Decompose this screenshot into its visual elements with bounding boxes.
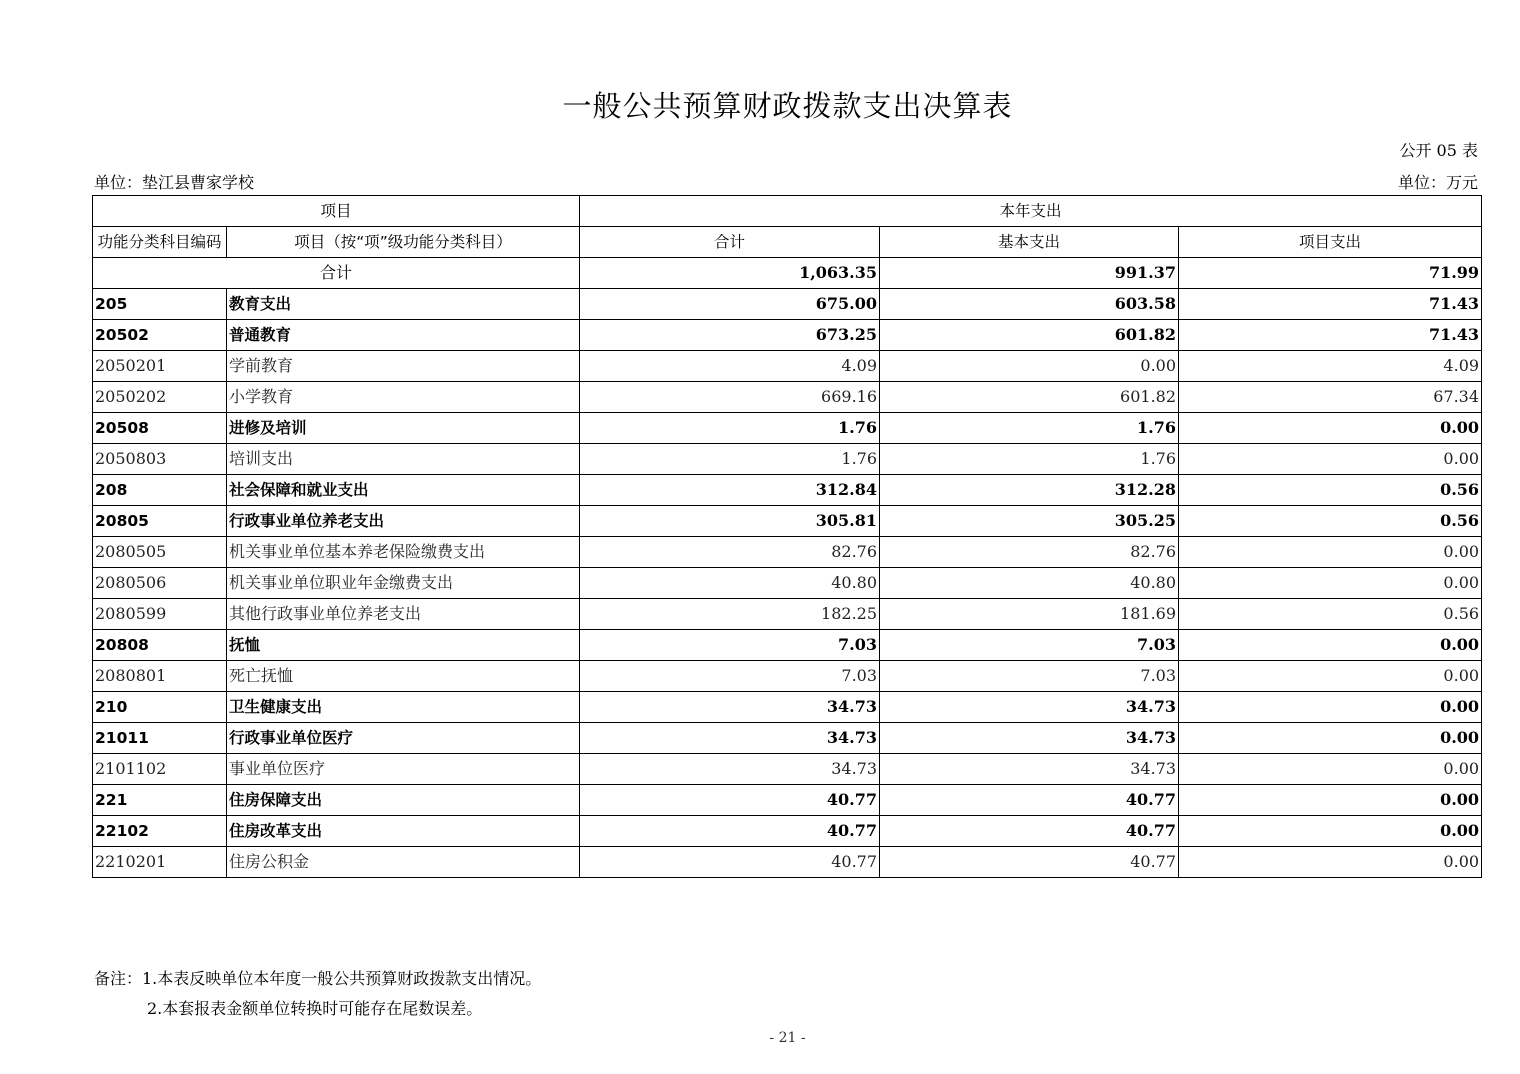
row-name: 其他行政事业单位养老支出 [227,599,580,630]
row-project: 0.00 [1179,413,1482,444]
row-basic: 40.77 [880,785,1179,816]
total-basic: 991.37 [880,258,1179,289]
row-total: 1.76 [580,444,880,475]
table-row [93,351,1482,382]
row-total: 40.80 [580,568,880,599]
row-project: 0.00 [1179,816,1482,847]
row-project: 0.00 [1179,568,1482,599]
table-row [93,754,1482,785]
header-row-2 [93,227,1482,258]
row-code: 20805 [93,506,227,537]
header-project: 项目 [93,196,580,227]
row-basic: 82.76 [880,537,1179,568]
row-project: 71.43 [1179,320,1482,351]
header-total: 合计 [580,227,880,258]
row-code: 205 [93,289,227,320]
row-code: 2050201 [93,351,227,382]
row-project: 0.00 [1179,692,1482,723]
row-total: 312.84 [580,475,880,506]
row-name: 行政事业单位医疗 [227,723,580,754]
row-code: 221 [93,785,227,816]
row-project: 0.00 [1179,661,1482,692]
row-basic: 1.76 [880,413,1179,444]
table-row [93,816,1482,847]
row-name: 进修及培训 [227,413,580,444]
row-project: 0.00 [1179,847,1482,878]
table-row [93,692,1482,723]
page-title: 一般公共预算财政拨款支出决算表 [562,89,1013,123]
row-basic: 40.80 [880,568,1179,599]
total-amount: 1,063.35 [580,258,880,289]
row-name: 抚恤 [227,630,580,661]
row-basic: 181.69 [880,599,1179,630]
row-project: 0.56 [1179,506,1482,537]
row-total: 673.25 [580,320,880,351]
header-code: 功能分类科目编码 [93,227,227,258]
row-basic: 305.25 [880,506,1179,537]
row-project: 0.00 [1179,723,1482,754]
row-basic: 1.76 [880,444,1179,475]
expenditure-table [92,195,1482,878]
table-row [93,382,1482,413]
row-code: 2210201 [93,847,227,878]
row-code: 22102 [93,816,227,847]
table-row [93,785,1482,816]
row-name: 普通教育 [227,320,580,351]
header-project-expense: 项目支出 [1179,227,1482,258]
row-project: 71.43 [1179,289,1482,320]
row-name: 卫生健康支出 [227,692,580,723]
table-row [93,320,1482,351]
note-2: 2.本套报表金额单位转换时可能存在尾数误差。 [147,999,483,1018]
table-number: 公开 05 表 [1399,141,1478,160]
row-total: 305.81 [580,506,880,537]
table-row [93,537,1482,568]
table-row [93,506,1482,537]
table-row [93,475,1482,506]
row-total: 40.77 [580,785,880,816]
row-total: 34.73 [580,723,880,754]
row-project: 0.00 [1179,754,1482,785]
row-name: 教育支出 [227,289,580,320]
table-row [93,289,1482,320]
page-number: - 21 - [769,1030,806,1046]
row-project: 0.56 [1179,599,1482,630]
header-year-expense: 本年支出 [580,196,1482,227]
row-basic: 312.28 [880,475,1179,506]
total-row [93,258,1482,289]
row-total: 4.09 [580,351,880,382]
row-project: 0.00 [1179,630,1482,661]
row-code: 2101102 [93,754,227,785]
table-row [93,568,1482,599]
row-code: 2080506 [93,568,227,599]
row-project: 0.56 [1179,475,1482,506]
row-basic: 0.00 [880,351,1179,382]
row-name: 死亡抚恤 [227,661,580,692]
row-code: 210 [93,692,227,723]
table-row [93,661,1482,692]
row-code: 20808 [93,630,227,661]
row-project: 67.34 [1179,382,1482,413]
row-code: 20502 [93,320,227,351]
row-basic: 7.03 [880,630,1179,661]
row-name: 机关事业单位基本养老保险缴费支出 [227,537,580,568]
row-basic: 601.82 [880,320,1179,351]
row-name: 住房改革支出 [227,816,580,847]
row-total: 40.77 [580,816,880,847]
organization-unit: 单位：垫江县曹家学校 [94,173,255,192]
header-row-1 [93,196,1482,227]
note-1: 备注：1.本表反映单位本年度一般公共预算财政拨款支出情况。 [94,969,542,988]
row-total: 182.25 [580,599,880,630]
row-basic: 40.77 [880,847,1179,878]
row-total: 34.73 [580,692,880,723]
money-unit: 单位：万元 [1397,173,1478,192]
row-total: 669.16 [580,382,880,413]
row-total: 40.77 [580,847,880,878]
row-name: 机关事业单位职业年金缴费支出 [227,568,580,599]
row-name: 住房保障支出 [227,785,580,816]
row-code: 2050803 [93,444,227,475]
row-name: 学前教育 [227,351,580,382]
header-item: 项目（按“项”级功能分类科目） [227,227,580,258]
row-total: 7.03 [580,661,880,692]
row-total: 7.03 [580,630,880,661]
row-name: 行政事业单位养老支出 [227,506,580,537]
row-name: 住房公积金 [227,847,580,878]
table-row [93,847,1482,878]
table-row [93,630,1482,661]
row-basic: 7.03 [880,661,1179,692]
row-name: 事业单位医疗 [227,754,580,785]
row-code: 208 [93,475,227,506]
row-project: 0.00 [1179,785,1482,816]
row-name: 小学教育 [227,382,580,413]
row-code: 2080801 [93,661,227,692]
row-code: 20508 [93,413,227,444]
header-basic: 基本支出 [880,227,1179,258]
row-project: 4.09 [1179,351,1482,382]
row-basic: 40.77 [880,816,1179,847]
total-project: 71.99 [1179,258,1482,289]
row-project: 0.00 [1179,537,1482,568]
row-total: 34.73 [580,754,880,785]
row-code: 21011 [93,723,227,754]
total-label: 合计 [93,258,580,289]
table-row [93,723,1482,754]
row-total: 82.76 [580,537,880,568]
row-basic: 34.73 [880,723,1179,754]
row-basic: 34.73 [880,754,1179,785]
row-code: 2080505 [93,537,227,568]
row-name: 社会保障和就业支出 [227,475,580,506]
row-total: 1.76 [580,413,880,444]
table-row [93,444,1482,475]
table-row [93,413,1482,444]
row-code: 2050202 [93,382,227,413]
row-total: 675.00 [580,289,880,320]
row-name: 培训支出 [227,444,580,475]
row-basic: 601.82 [880,382,1179,413]
row-code: 2080599 [93,599,227,630]
row-project: 0.00 [1179,444,1482,475]
row-basic: 603.58 [880,289,1179,320]
table-row [93,599,1482,630]
row-basic: 34.73 [880,692,1179,723]
